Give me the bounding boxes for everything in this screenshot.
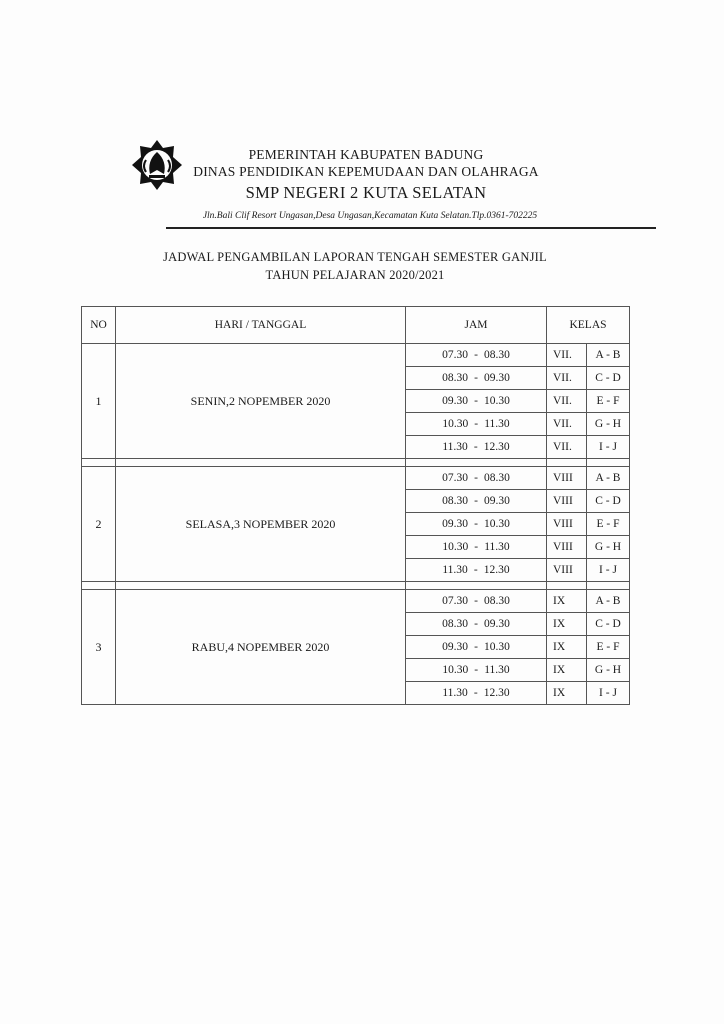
separator-cell bbox=[587, 582, 630, 590]
time-separator: - bbox=[474, 541, 479, 553]
class-grade: VII. bbox=[547, 344, 587, 367]
time-separator: - bbox=[474, 372, 478, 384]
day-number: 3 bbox=[82, 590, 116, 705]
header-time: JAM bbox=[406, 307, 547, 344]
class-group: E - F bbox=[587, 636, 630, 659]
class-group: I - J bbox=[587, 682, 630, 705]
time-separator: - bbox=[473, 441, 478, 453]
time-separator: - bbox=[474, 595, 478, 607]
class-group: I - J bbox=[587, 559, 630, 582]
time-start: 08.30 bbox=[442, 372, 468, 384]
table-row bbox=[82, 467, 630, 490]
time-end: 09.30 bbox=[484, 618, 510, 630]
day-separator-row bbox=[82, 459, 630, 467]
day-number: 1 bbox=[82, 344, 116, 459]
class-group: E - F bbox=[587, 513, 630, 536]
class-group: C - D bbox=[587, 613, 630, 636]
time-end: 10.30 bbox=[484, 518, 510, 530]
time-start: 08.30 bbox=[442, 495, 468, 507]
time-end: 08.30 bbox=[484, 349, 510, 361]
day-date-label: SENIN,2 NOPEMBER 2020 bbox=[116, 344, 406, 459]
time-end: 10.30 bbox=[484, 395, 510, 407]
class-grade: VIII bbox=[547, 490, 587, 513]
class-grade: IX bbox=[547, 590, 587, 613]
time-slot bbox=[406, 467, 547, 490]
time-separator: - bbox=[474, 395, 478, 407]
separator-cell bbox=[587, 459, 630, 467]
letterhead bbox=[186, 146, 546, 203]
time-end: 09.30 bbox=[484, 495, 510, 507]
time-start: 09.30 bbox=[442, 641, 468, 653]
time-separator: - bbox=[474, 495, 478, 507]
table-row bbox=[82, 590, 630, 613]
time-start: 07.30 bbox=[442, 472, 468, 484]
badung-crest-logo bbox=[130, 138, 184, 192]
class-group: I - J bbox=[587, 436, 630, 459]
class-grade: VII. bbox=[547, 367, 587, 390]
table-header-row bbox=[82, 307, 630, 344]
day-date-label: SELASA,3 NOPEMBER 2020 bbox=[116, 467, 406, 582]
time-start: 11.30 bbox=[442, 564, 468, 576]
class-grade: VIII bbox=[547, 513, 587, 536]
time-start: 11.30 bbox=[442, 687, 468, 699]
time-separator: - bbox=[474, 518, 478, 530]
time-end: 10.30 bbox=[484, 641, 510, 653]
time-end: 09.30 bbox=[484, 372, 510, 384]
class-group: A - B bbox=[587, 344, 630, 367]
time-end: 12.30 bbox=[483, 687, 510, 699]
time-end: 11.30 bbox=[484, 664, 510, 676]
time-slot bbox=[406, 390, 547, 413]
class-group: A - B bbox=[587, 590, 630, 613]
class-group: A - B bbox=[587, 467, 630, 490]
time-start: 09.30 bbox=[442, 395, 468, 407]
time-slot bbox=[406, 659, 547, 682]
time-end: 11.30 bbox=[484, 418, 510, 430]
separator-cell bbox=[82, 459, 116, 467]
time-slot bbox=[406, 536, 547, 559]
time-slot bbox=[406, 436, 547, 459]
header-class: KELAS bbox=[547, 307, 630, 344]
time-separator: - bbox=[474, 418, 479, 430]
class-grade: IX bbox=[547, 613, 587, 636]
schedule-body bbox=[82, 344, 630, 705]
time-start: 10.30 bbox=[442, 664, 469, 676]
time-end: 08.30 bbox=[484, 472, 510, 484]
time-start: 11.30 bbox=[442, 441, 468, 453]
letterhead-government: PEMERINTAH KABUPATEN BADUNG bbox=[248, 147, 484, 162]
separator-cell bbox=[547, 459, 587, 467]
class-grade: VII. bbox=[547, 436, 587, 459]
letterhead-school-name: SMP NEGERI 2 KUTA SELATAN bbox=[245, 183, 487, 202]
separator-cell bbox=[406, 459, 547, 467]
time-separator: - bbox=[474, 472, 478, 484]
time-separator: - bbox=[474, 664, 479, 676]
document-title bbox=[120, 248, 590, 284]
class-grade: VIII bbox=[547, 536, 587, 559]
class-grade: IX bbox=[547, 636, 587, 659]
class-grade: VIII bbox=[547, 559, 587, 582]
time-slot bbox=[406, 613, 547, 636]
schedule-table bbox=[81, 306, 630, 705]
class-group: G - H bbox=[587, 413, 630, 436]
letterhead-department: DINAS PENDIDIKAN KEPEMUDAAN DAN OLAHRAGA bbox=[193, 164, 539, 179]
header-day-date: HARI / TANGGAL bbox=[116, 307, 406, 344]
separator-cell bbox=[82, 582, 116, 590]
time-slot bbox=[406, 367, 547, 390]
time-separator: - bbox=[473, 687, 478, 699]
time-start: 10.30 bbox=[442, 418, 469, 430]
time-separator: - bbox=[474, 349, 478, 361]
title-line-2: TAHUN PELAJARAN 2020/2021 bbox=[265, 268, 445, 282]
day-date-label: RABU,4 NOPEMBER 2020 bbox=[116, 590, 406, 705]
time-slot bbox=[406, 636, 547, 659]
time-end: 12.30 bbox=[483, 441, 510, 453]
separator-cell bbox=[406, 582, 547, 590]
separator-cell bbox=[116, 582, 406, 590]
class-grade: VIII bbox=[547, 467, 587, 490]
time-slot bbox=[406, 513, 547, 536]
table-row bbox=[82, 344, 630, 367]
header-no: NO bbox=[82, 307, 116, 344]
time-start: 07.30 bbox=[442, 595, 468, 607]
class-group: C - D bbox=[587, 367, 630, 390]
time-separator: - bbox=[474, 641, 478, 653]
time-slot bbox=[406, 413, 547, 436]
class-grade: IX bbox=[547, 659, 587, 682]
time-separator: - bbox=[474, 618, 478, 630]
time-slot bbox=[406, 682, 547, 705]
time-start: 10.30 bbox=[442, 541, 469, 553]
letterhead-address: Jln.Bali Clif Resort Ungasan,Desa Ungasan,Kecamatan Kuta Selatan.Tlp.0361-702225 bbox=[202, 211, 538, 221]
time-separator: - bbox=[473, 564, 478, 576]
day-separator-row bbox=[82, 582, 630, 590]
time-slot bbox=[406, 344, 547, 367]
class-grade: VII. bbox=[547, 390, 587, 413]
time-slot bbox=[406, 490, 547, 513]
time-start: 08.30 bbox=[442, 618, 468, 630]
time-slot bbox=[406, 559, 547, 582]
class-group: G - H bbox=[587, 659, 630, 682]
separator-cell bbox=[547, 582, 587, 590]
time-start: 09.30 bbox=[442, 518, 468, 530]
separator-cell bbox=[116, 459, 406, 467]
class-grade: IX bbox=[547, 682, 587, 705]
class-group: C - D bbox=[587, 490, 630, 513]
time-end: 08.30 bbox=[484, 595, 510, 607]
class-group: G - H bbox=[587, 536, 630, 559]
letterhead-divider bbox=[166, 227, 656, 229]
time-end: 12.30 bbox=[483, 564, 510, 576]
time-end: 11.30 bbox=[484, 541, 510, 553]
time-start: 07.30 bbox=[442, 349, 468, 361]
class-grade: VII. bbox=[547, 413, 587, 436]
title-line-1: JADWAL PENGAMBILAN LAPORAN TENGAH SEMESTER GANJIL bbox=[163, 250, 547, 264]
day-number: 2 bbox=[82, 467, 116, 582]
time-slot bbox=[406, 590, 547, 613]
class-group: E - F bbox=[587, 390, 630, 413]
